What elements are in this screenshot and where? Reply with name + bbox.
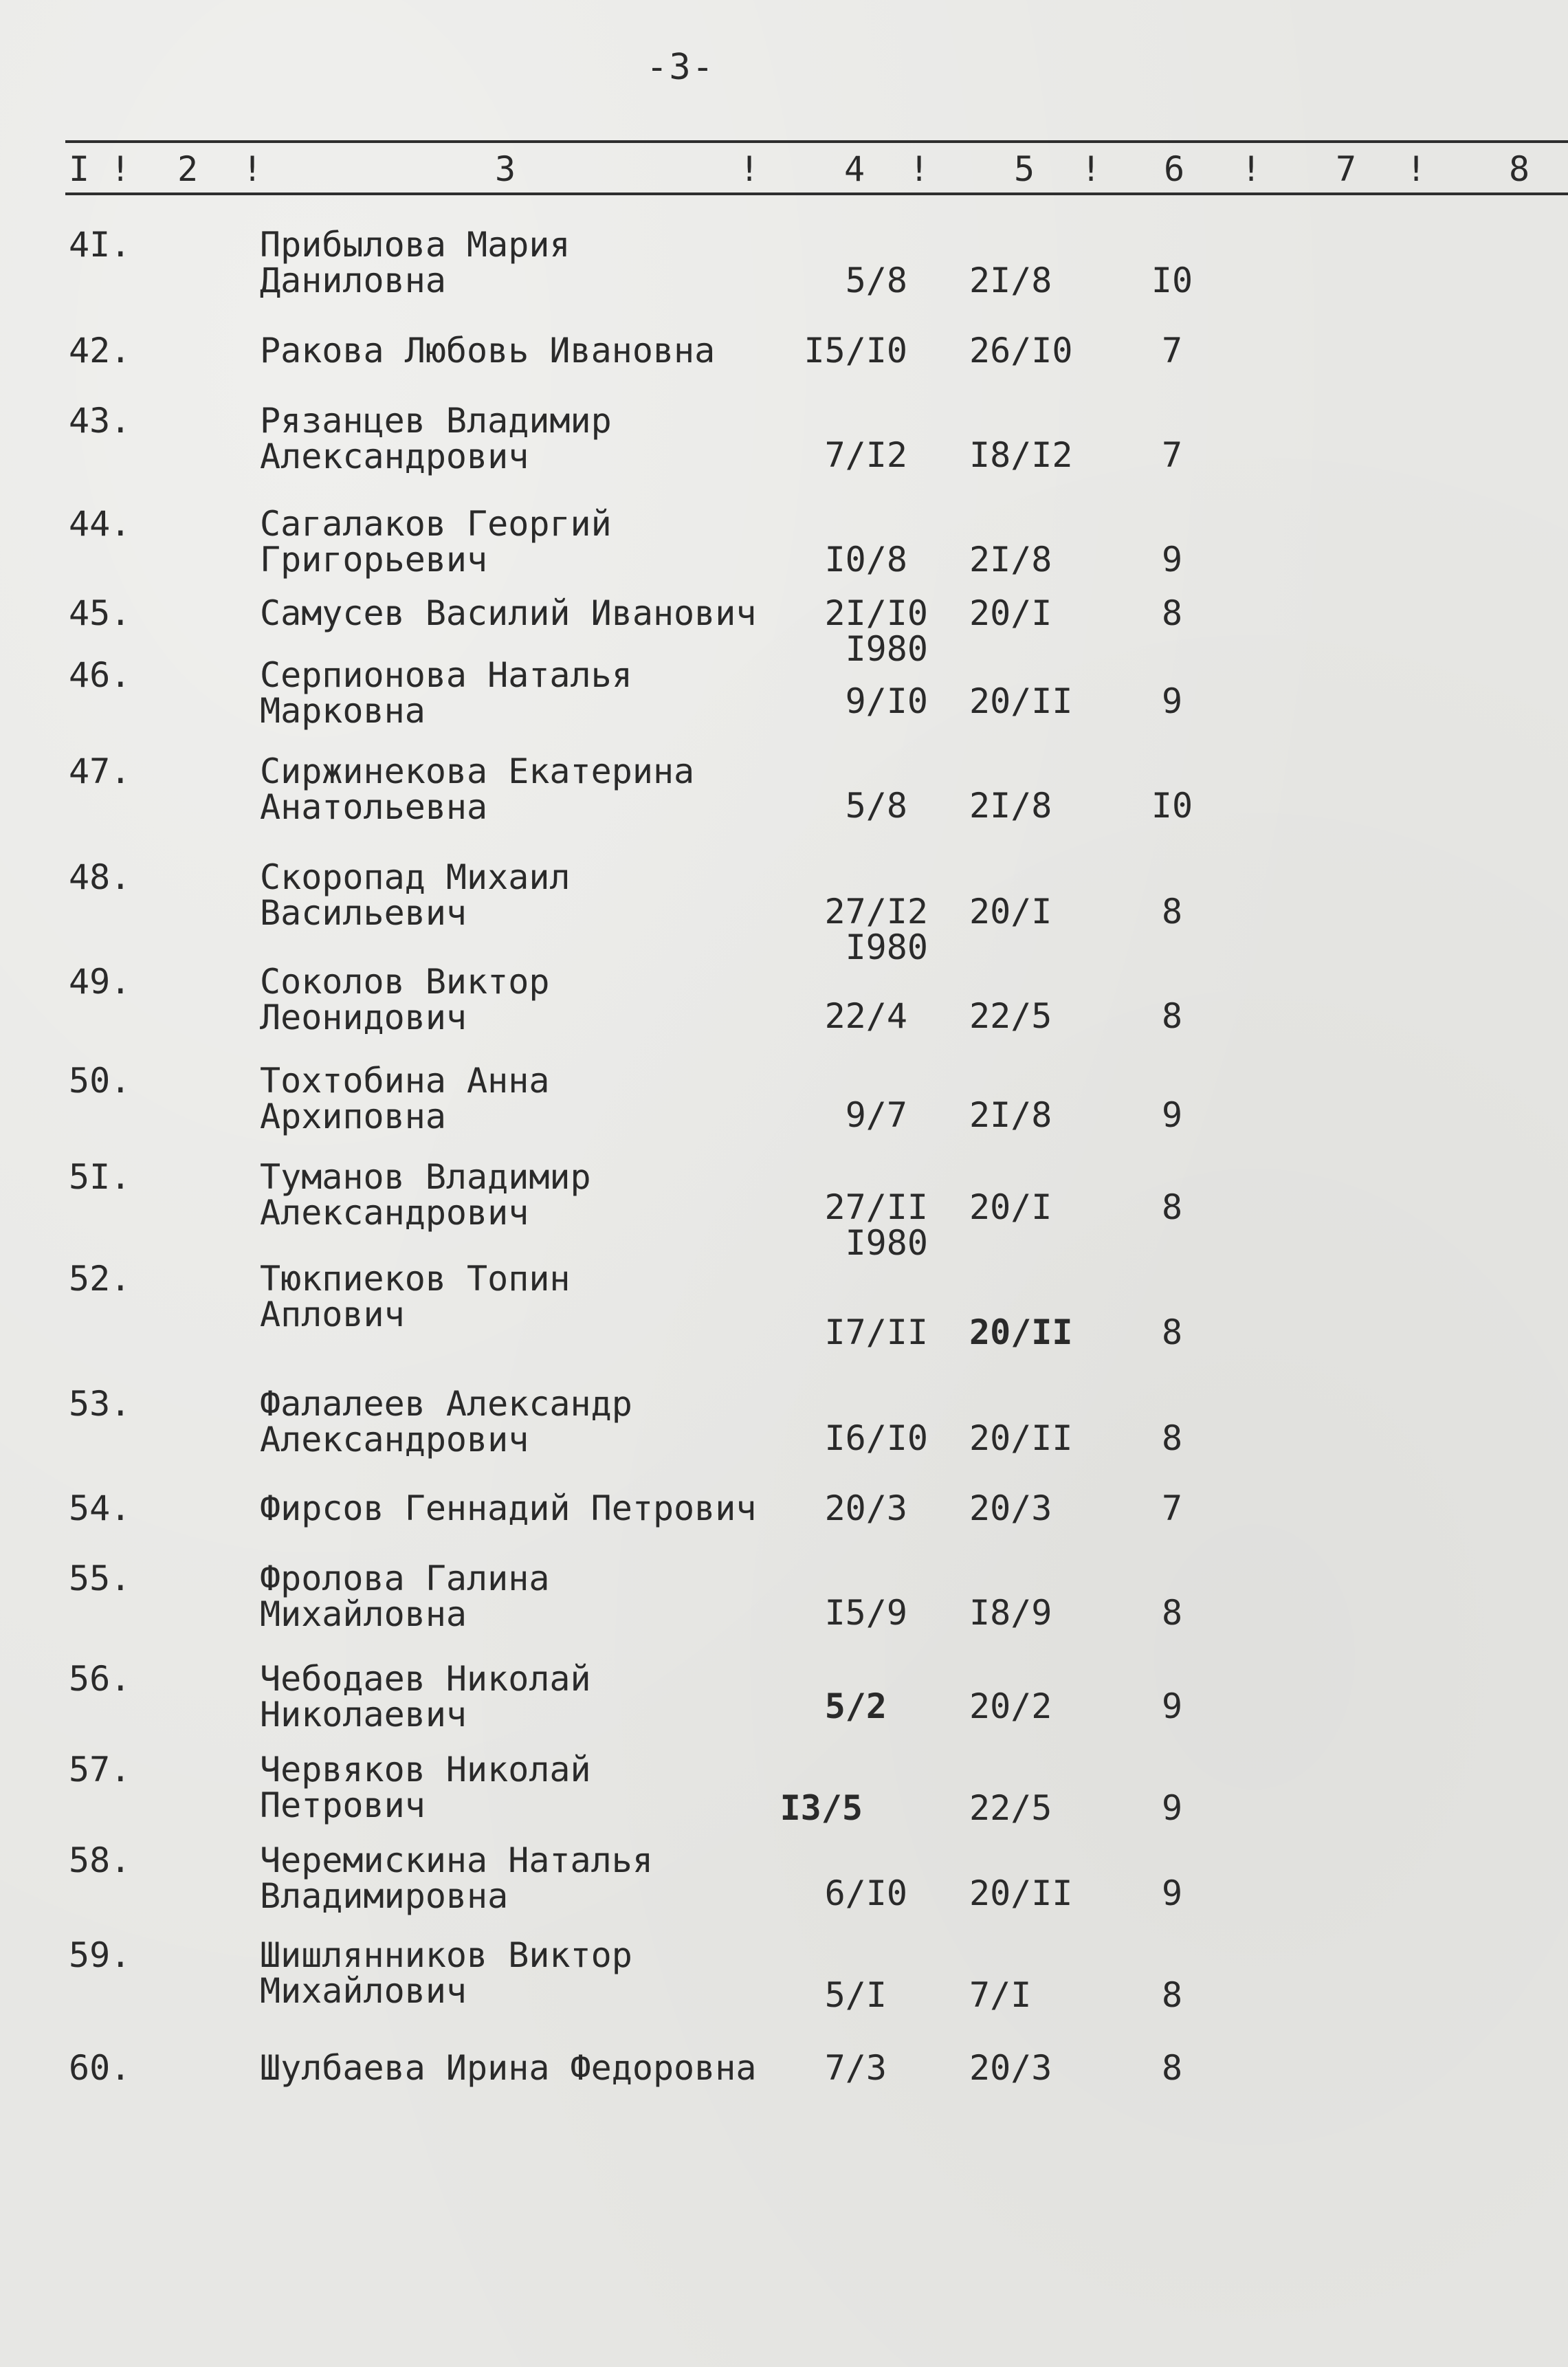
value-column-6: 9	[1161, 681, 1183, 721]
header-col-1: I	[69, 149, 90, 189]
person-name-line: Марковна	[260, 691, 426, 731]
person-name-line: Туманов Владимир	[260, 1157, 591, 1197]
header-separator: !	[739, 149, 760, 189]
header-col-2: 2	[177, 149, 199, 189]
value-column-6: 9	[1161, 1873, 1183, 1913]
person-name-line: Черемискина Наталья	[260, 1840, 653, 1880]
person-name	[260, 331, 716, 371]
person-name-line: Тохтобина Анна	[260, 1061, 550, 1101]
person-name	[260, 1384, 632, 1460]
person-name-line: Шулбаева Ирина Федоровна	[260, 2048, 757, 2088]
person-name	[260, 2050, 756, 2086]
person-name-line: Николаевич	[260, 1695, 467, 1735]
person-name	[260, 504, 612, 580]
person-name-line: Серпионова Наталья	[260, 655, 632, 695]
date-column-5: 20/II	[969, 1312, 1073, 1352]
date-column-4	[825, 437, 907, 473]
date-column-4	[825, 1490, 907, 1526]
row-number: 49.	[69, 962, 131, 1002]
date-column-5: 2I/8	[969, 261, 1052, 300]
header-separator: !	[1241, 149, 1262, 189]
date-column-4	[846, 788, 907, 824]
person-name-line: Самусев Василий Иванович	[260, 593, 757, 633]
person-name-line: Чебодаев Николай	[260, 1659, 591, 1699]
value-column-6: 7	[1161, 331, 1183, 371]
date-column-4	[825, 1977, 887, 2013]
person-name-line: Шишлянников Виктор	[260, 1935, 632, 1975]
date-column-4	[825, 1688, 887, 1724]
person-name-line: Леонидович	[260, 998, 467, 1037]
person-name-line: Фролова Галина	[260, 1559, 550, 1598]
date-column-4-line: 7/I2	[824, 435, 907, 475]
person-name-line: Васильевич	[260, 893, 467, 933]
person-name	[260, 595, 756, 631]
person-name-line: Архиповна	[260, 1097, 446, 1136]
value-column-6: 8	[1161, 1312, 1183, 1352]
date-column-4-line: 5/I	[824, 1975, 887, 2015]
person-name	[260, 1842, 653, 1914]
person-name	[260, 1490, 756, 1526]
date-column-4-line: 6/I0	[824, 1873, 907, 1913]
person-name-line: Анатольевна	[260, 787, 488, 827]
value-column-6: I0	[1151, 261, 1193, 300]
row-number: 45.	[69, 593, 131, 633]
person-name-line: Червяков Николай	[260, 1750, 591, 1790]
date-column-4-line: 2I/I0	[824, 593, 928, 633]
date-column-5: 22/5	[969, 996, 1052, 1036]
date-column-5: 7/I	[969, 1975, 1032, 2015]
date-column-4	[825, 1875, 907, 1911]
page-number: -3-	[646, 47, 715, 88]
row-number: 48.	[69, 857, 131, 897]
row-number: 59.	[69, 1935, 131, 1975]
person-name-line: Сиржинекова Екатерина	[260, 751, 695, 791]
person-name-line: Фалалеев Александр	[260, 1384, 632, 1424]
date-column-4-line: 5/2	[824, 1686, 887, 1726]
value-column-6: 8	[1161, 593, 1183, 633]
row-number: 56.	[69, 1659, 131, 1699]
date-column-4-line: 5/8	[845, 786, 907, 826]
date-column-4	[846, 1097, 907, 1133]
header-col-4: 4	[844, 149, 865, 189]
date-column-4-line: I6/I0	[824, 1418, 928, 1458]
header-col-8: 8	[1509, 149, 1530, 189]
row-number: 57.	[69, 1750, 131, 1790]
person-name-line: Фирсов Геннадий Петрович	[260, 1488, 757, 1528]
person-name-line: Григорьевич	[260, 540, 488, 580]
header-separator: !	[242, 149, 263, 189]
date-column-4	[846, 263, 907, 298]
date-column-4	[824, 1314, 928, 1350]
row-number: 43.	[69, 401, 131, 441]
person-name	[260, 1261, 571, 1332]
person-name	[260, 964, 549, 1035]
row-number: 60.	[69, 2048, 131, 2088]
value-column-6: 9	[1161, 1686, 1183, 1726]
date-column-4-line: 20/3	[824, 1488, 907, 1528]
header-col-5: 5	[1014, 149, 1035, 189]
date-column-5: 20/I	[969, 1187, 1052, 1227]
row-number: 46.	[69, 655, 131, 695]
date-column-4-line: I5/I0	[804, 331, 907, 371]
date-column-4-line: 9/7	[845, 1095, 907, 1135]
header-col-3: 3	[495, 149, 516, 189]
date-column-4	[824, 595, 928, 667]
date-column-4	[825, 998, 907, 1034]
row-number: 44.	[69, 504, 131, 544]
date-column-5: 26/I0	[969, 331, 1073, 371]
date-column-5: I8/9	[969, 1593, 1052, 1633]
date-column-4-line: 5/8	[845, 261, 907, 300]
date-column-4-line: I7/II	[824, 1312, 928, 1352]
date-column-4-line: I0/8	[824, 540, 907, 580]
person-name	[260, 1561, 549, 1632]
row-number: 5I.	[69, 1157, 131, 1197]
header-separator: !	[909, 149, 930, 189]
date-column-5: 20/II	[969, 1873, 1073, 1913]
date-column-4-line: I5/9	[824, 1593, 907, 1633]
date-column-4	[825, 2050, 887, 2086]
date-column-5: 20/2	[969, 1686, 1052, 1726]
table-top-rule	[65, 140, 1568, 143]
person-name	[260, 657, 632, 729]
person-name-line: Александрович	[260, 1420, 529, 1460]
date-column-5: 20/3	[969, 2048, 1052, 2088]
row-number: 58.	[69, 1840, 131, 1880]
date-column-4-line: I3/5	[780, 1788, 863, 1828]
date-column-5: 20/II	[969, 681, 1073, 721]
date-column-4-line: I980	[845, 1223, 928, 1263]
value-column-6: 8	[1161, 1593, 1183, 1633]
header-separator: !	[1406, 149, 1427, 189]
person-name	[260, 227, 571, 298]
date-column-5: 2I/8	[969, 1095, 1052, 1135]
value-column-6: 8	[1161, 1418, 1183, 1458]
person-name-line: Даниловна	[260, 261, 446, 300]
person-name-line: Владимировна	[260, 1876, 509, 1916]
value-column-6: 9	[1161, 1788, 1183, 1828]
value-column-6: 7	[1161, 1488, 1183, 1528]
value-column-6: 8	[1161, 996, 1183, 1036]
person-name	[260, 1063, 549, 1134]
row-number: 50.	[69, 1061, 131, 1101]
person-name-line: Петрович	[260, 1785, 426, 1825]
person-name-line: Прибылова Мария	[260, 225, 571, 265]
row-number: 55.	[69, 1559, 131, 1598]
row-number: 47.	[69, 751, 131, 791]
row-number: 42.	[69, 331, 131, 371]
date-column-4	[824, 540, 907, 580]
value-column-6: 9	[1161, 540, 1183, 580]
date-column-5: 22/5	[969, 1788, 1052, 1828]
person-name-line: Соколов Виктор	[260, 962, 550, 1002]
date-column-4	[824, 894, 928, 965]
date-column-5: 2I/8	[969, 540, 1052, 580]
header-separator: !	[110, 149, 131, 189]
value-column-6: 8	[1161, 1187, 1183, 1227]
date-column-5: 20/I	[969, 892, 1052, 932]
date-column-4-line: 22/4	[824, 996, 907, 1036]
person-name	[260, 1659, 591, 1735]
person-name	[260, 403, 612, 474]
person-name	[260, 859, 571, 931]
value-column-6: I0	[1151, 786, 1193, 826]
person-name-line: Михайловна	[260, 1594, 467, 1634]
date-column-5: 20/3	[969, 1488, 1052, 1528]
date-column-4-line: I980	[845, 629, 928, 669]
person-name-line: Александрович	[260, 1193, 529, 1233]
person-name	[260, 1159, 591, 1231]
date-column-4	[824, 1420, 928, 1456]
value-column-6: 7	[1161, 435, 1183, 475]
value-column-6: 8	[1161, 892, 1183, 932]
date-column-4	[824, 1189, 928, 1261]
person-name-line: Тюкпиеков Топин	[260, 1259, 571, 1299]
value-column-6: 9	[1161, 1095, 1183, 1135]
person-name-line: Ракова Любовь Ивановна	[260, 331, 716, 371]
date-column-5: 20/II	[969, 1418, 1073, 1458]
person-name	[260, 1937, 632, 2009]
person-name-line: Александрович	[260, 437, 529, 476]
header-col-6: 6	[1164, 149, 1185, 189]
person-name-line: Рязанцев Владимир	[260, 401, 612, 441]
date-column-4	[846, 683, 928, 719]
date-column-4-line: 27/II	[824, 1187, 928, 1227]
date-column-5: I8/I2	[969, 435, 1073, 475]
person-name-line: Аплович	[260, 1295, 405, 1334]
date-column-4-line: I980	[845, 927, 928, 967]
table-header-rule	[65, 192, 1568, 195]
date-column-4-line: 9/I0	[845, 681, 928, 721]
date-column-4	[780, 1790, 863, 1826]
date-column-5: 2I/8	[969, 786, 1052, 826]
header-col-7: 7	[1336, 149, 1357, 189]
header-separator: !	[1081, 149, 1102, 189]
person-name	[260, 1752, 591, 1823]
row-number: 4I.	[69, 225, 131, 265]
row-number: 52.	[69, 1259, 131, 1299]
date-column-4	[804, 331, 907, 371]
value-column-6: 8	[1161, 2048, 1183, 2088]
person-name-line: Скоропад Михаил	[260, 857, 571, 897]
person-name	[260, 753, 694, 825]
date-column-4	[825, 1595, 907, 1631]
date-column-4-line: 27/I2	[824, 892, 928, 932]
person-name-line: Сагалаков Георгий	[260, 504, 612, 544]
value-column-6: 8	[1161, 1975, 1183, 2015]
date-column-4-line: 7/3	[824, 2048, 887, 2088]
row-number: 54.	[69, 1488, 131, 1528]
date-column-5: 20/I	[969, 593, 1052, 633]
row-number: 53.	[69, 1384, 131, 1424]
person-name-line: Михайлович	[260, 1971, 467, 2011]
